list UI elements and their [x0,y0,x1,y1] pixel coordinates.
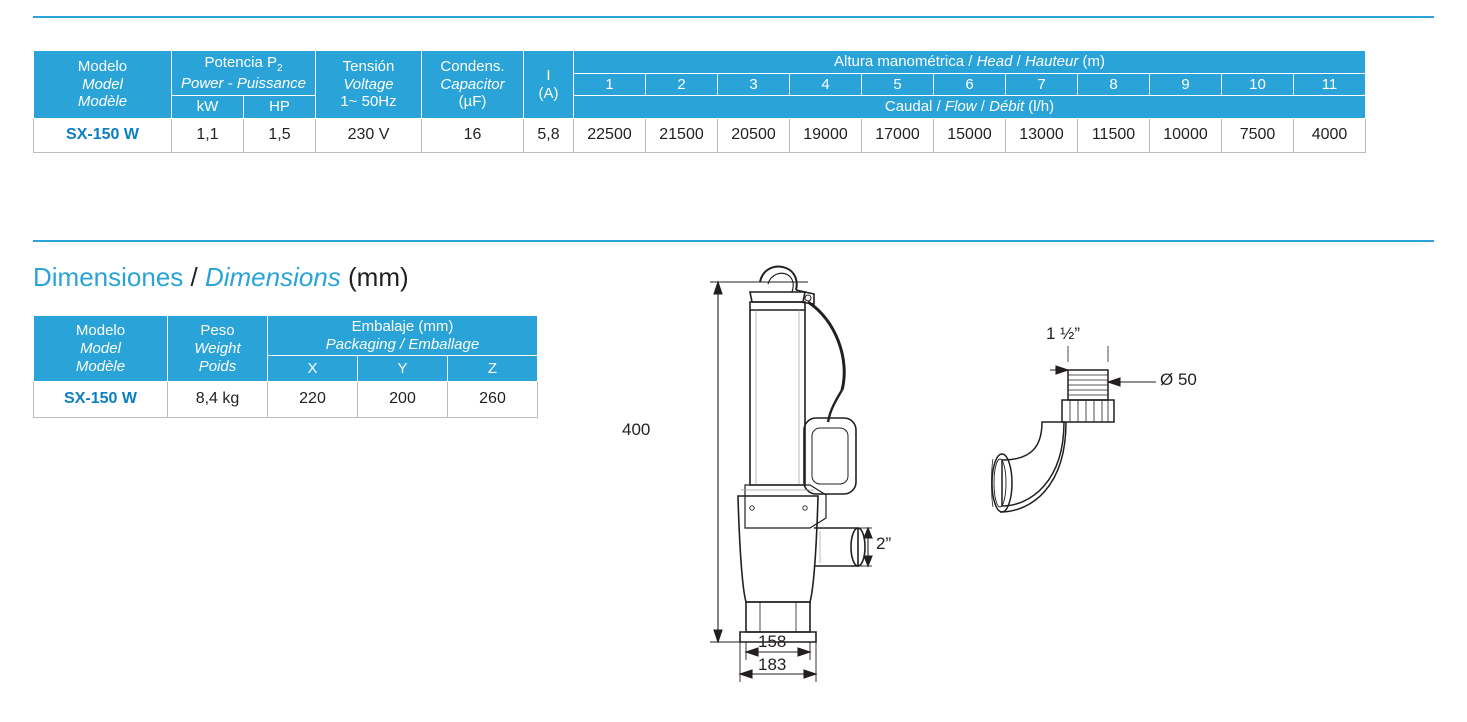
cell-current: 5,8 [524,119,574,153]
header-capacitor: Condens. Capacitor (µF) [422,51,524,119]
spec-header-row-1 [34,51,1366,74]
header-model: Modelo Model Modèle [34,316,168,382]
label-width-outer: 183 [758,655,787,674]
header-y: Y [358,356,448,382]
header-kw: kW [172,96,244,119]
header-head-6: 6 [934,73,1006,96]
header-z: Z [448,356,538,382]
header-head-3: 3 [718,73,790,96]
label-height: 400 [622,420,651,439]
divider-middle [33,240,1434,242]
dim-table-head [34,316,538,382]
cell-flow-5: 17000 [862,119,934,153]
header-head-group: Altura manométrica / Head / Hauteur (m) [574,51,1366,74]
spec-table-head [34,51,1366,119]
cell-weight: 8,4 kg [168,382,268,418]
cell-flow-4: 19000 [790,119,862,153]
cell-kw: 1,1 [172,119,244,153]
header-head-2: 2 [646,73,718,96]
header-voltage: Tensión Voltage 1~ 50Hz [316,51,422,119]
label-outlet-size: 2” [876,534,892,553]
spec-header-row-3 [34,96,1366,119]
header-x: X [268,356,358,382]
cell-flow-7: 13000 [1006,119,1078,153]
cell-flow-10: 7500 [1222,119,1294,153]
cell-y: 200 [358,382,448,418]
cell-flow-2: 21500 [646,119,718,153]
cell-z: 260 [448,382,538,418]
header-head-4: 4 [790,73,862,96]
table-row [34,382,538,418]
cell-flow-3: 20500 [718,119,790,153]
header-head-11: 11 [1294,73,1366,96]
dimension-lines-pump [710,282,872,682]
dimensions-table [33,315,538,418]
header-head-5: 5 [862,73,934,96]
header-flow-group: Caudal / Flow / Débit (l/h) [574,96,1366,119]
technical-drawing [600,250,1300,690]
header-head-7: 7 [1006,73,1078,96]
cell-model: SX-150 W [34,119,172,153]
cell-flow-8: 11500 [1078,119,1150,153]
cell-capacitor: 16 [422,119,524,153]
cell-x: 220 [268,382,358,418]
header-head-9: 9 [1150,73,1222,96]
header-hp: HP [244,96,316,119]
header-head-10: 10 [1222,73,1294,96]
table-row [34,119,1366,153]
header-weight: Peso Weight Poids [168,316,268,382]
elbow-fitting [992,370,1115,512]
label-width-inner: 158 [758,632,787,651]
cell-model: SX-150 W [34,382,168,418]
cell-flow-1: 22500 [574,119,646,153]
page-title: Dimensiones / Dimensions (mm) [33,262,409,292]
header-current: I (A) [524,51,574,119]
dim-header-row-1 [34,316,538,356]
header-packaging: Embalaje (mm) Packaging / Emballage [268,316,538,356]
pump-body [738,267,865,642]
cell-hp: 1,5 [244,119,316,153]
spec-table-body [34,119,1366,153]
specifications-table [33,50,1366,153]
cell-voltage: 230 V [316,119,422,153]
label-thread-size: 1 ½” [1046,324,1081,343]
header-power: Potencia $P_2$ Power - Puissance [172,51,316,96]
header-head-8: 8 [1078,73,1150,96]
cell-flow-9: 10000 [1150,119,1222,153]
header-head-1: 1 [574,73,646,96]
cell-flow-6: 15000 [934,119,1006,153]
header-model: Modelo Model Modèle [34,51,172,119]
divider-top [33,16,1434,18]
dim-table-body [34,382,538,418]
label-diameter: Ø 50 [1160,370,1197,389]
cell-flow-11: 4000 [1294,119,1366,153]
pump-drawing-svg [600,250,1300,690]
